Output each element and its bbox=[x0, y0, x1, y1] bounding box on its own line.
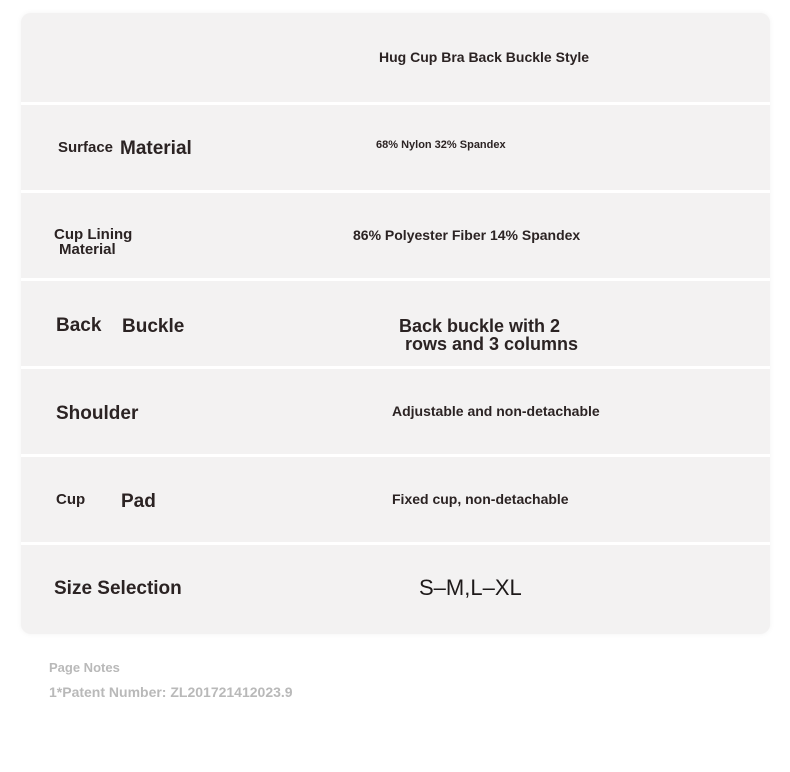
spec-table bbox=[21, 13, 770, 634]
row-value-line: rows and 3 columns bbox=[405, 334, 579, 354]
table-row-surface-material bbox=[21, 105, 770, 191]
table-row-cup-lining-material bbox=[21, 193, 770, 279]
row-value-line: Back buckle with 2 bbox=[399, 316, 561, 336]
table-row-cup-pad bbox=[21, 457, 770, 543]
row-value: 68% Nylon 32% Spandex bbox=[376, 139, 506, 151]
row-label: Shoulder bbox=[56, 403, 139, 424]
row-label-part: Material bbox=[120, 138, 192, 159]
row-value: Adjustable and non-detachable bbox=[392, 403, 600, 419]
row-label-part: Back bbox=[56, 315, 102, 336]
row-value: Fixed cup, non-detachable bbox=[392, 491, 569, 507]
row-label-part: Buckle bbox=[122, 316, 185, 337]
row-value: S–M,L–XL bbox=[419, 575, 522, 600]
row-label: Size Selection bbox=[54, 578, 182, 599]
table-title: Hug Cup Bra Back Buckle Style bbox=[379, 49, 590, 65]
row-label-line: Material bbox=[59, 241, 116, 258]
row-value: 86% Polyester Fiber 14% Spandex bbox=[353, 227, 581, 243]
page-notes-title: Page Notes bbox=[49, 660, 120, 675]
row-label-part: Pad bbox=[121, 491, 156, 512]
table-row-shoulder bbox=[21, 369, 770, 455]
table-header-row bbox=[21, 13, 770, 99]
table-row-size-selection bbox=[21, 545, 770, 631]
patent-number-note: 1*Patent Number: ZL201721412023.9 bbox=[49, 684, 293, 700]
table-row-back-buckle bbox=[21, 281, 770, 367]
row-label-line: Cup Lining bbox=[54, 226, 133, 243]
row-label-part: Surface bbox=[58, 139, 114, 156]
row-label-part: Cup bbox=[56, 491, 86, 508]
